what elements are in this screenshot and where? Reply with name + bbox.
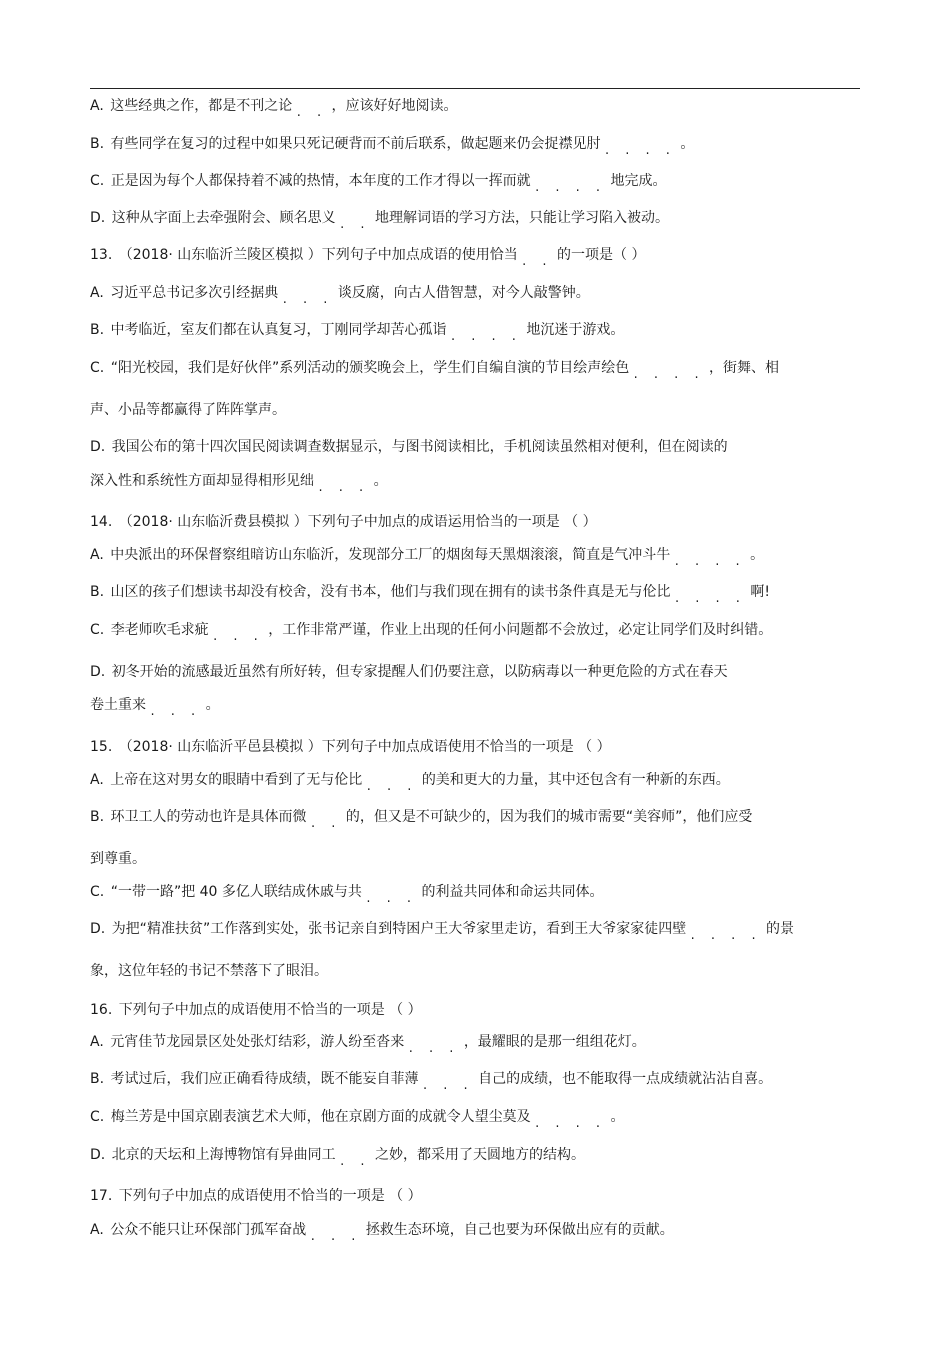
text-line: [90, 1220, 674, 1244]
text-line: [90, 245, 646, 269]
line-text: 元宵佳节龙园景区处处张灯结彩，游人纷至沓来: [110, 1034, 405, 1050]
text-line: [90, 208, 669, 232]
text-line: [90, 358, 780, 382]
text-line: [90, 662, 728, 682]
text-line: [90, 770, 730, 794]
line-text: 北京的天坛和上海博物馆有异曲同工: [111, 1147, 336, 1163]
text-line: [90, 283, 590, 307]
emphasis-dots: . . .: [282, 292, 334, 307]
line-text-after: 。: [610, 1109, 625, 1125]
line-text-after: 的景: [766, 921, 795, 937]
emphasis-dots: . . . .: [535, 1116, 607, 1131]
line-text: （2018· 山东临沂平邑县模拟 ）下列句子中加点成语使用不恰当的一项是 （ ）: [118, 739, 611, 755]
line-text: 卷土重来: [90, 697, 146, 713]
item-label: D.: [90, 664, 106, 680]
line-text-after: 谈反腐，向古人借智慧，对今人敲警钟。: [337, 285, 590, 301]
text-line: [90, 400, 286, 420]
item-label: A.: [90, 285, 104, 301]
item-label: 13.: [90, 247, 113, 263]
line-text-after: 自己的成绩，也不能取得一点成绩就沾沾自喜。: [478, 1071, 773, 1087]
text-line: [90, 882, 604, 906]
text-line: [90, 849, 146, 869]
item-label: B.: [90, 1071, 105, 1087]
emphasis-dots: . .: [296, 105, 328, 120]
line-text: 公众不能只让环保部门孤军奋战: [110, 1222, 307, 1238]
emphasis-dots: . . .: [366, 779, 418, 794]
line-text: 中考临近，室友们都在认真复习，丁刚同学却苦心孤诣: [110, 322, 447, 338]
line-text: 环卫工人的劳动也许是具体而微: [110, 809, 307, 825]
line-text: “一带一路”把 40 多亿人联结成休戚与共: [110, 884, 362, 900]
line-text: 这些经典之作，都是不刊之论: [110, 98, 293, 114]
text-line: [90, 96, 458, 120]
emphasis-dots: . . . .: [450, 329, 522, 344]
text-line: [90, 134, 695, 158]
line-text: 正是因为每个人都保持着不减的热情，本年度的工作才得以一挥而就: [110, 173, 531, 189]
text-line: [90, 545, 765, 569]
text-line: [90, 1032, 646, 1056]
item-label: 14.: [90, 514, 113, 530]
text-line: [90, 1145, 585, 1169]
text-line: [90, 1186, 422, 1206]
line-text-after: 的一项是（ ）: [557, 247, 646, 263]
header-rule: [90, 88, 860, 89]
text-line: [90, 695, 220, 719]
emphasis-dots: . . .: [150, 704, 202, 719]
line-text: 习近平总书记多次引经据典: [110, 285, 279, 301]
text-line: [90, 1107, 625, 1131]
line-text-after: 。: [373, 473, 388, 489]
line-text: 到尊重。: [90, 851, 146, 867]
item-label: C.: [90, 360, 105, 376]
line-text: 有些同学在复习的过程中如果只死记硬背而不前后联系，做起题来仍会捉襟见肘: [110, 136, 601, 152]
line-text-after: ，最耀眼的是那一组组花灯。: [463, 1034, 646, 1050]
line-text-after: ，工作非常严谨，作业上出现的任何小问题都不会放过，必定让同学们及时纠错。: [268, 622, 773, 638]
line-text: 山区的孩子们想读书却没有校舍，没有书本，他们与我们现在拥有的读书条件真是无与伦比: [110, 584, 671, 600]
item-label: A.: [90, 547, 104, 563]
line-text: 我国公布的第十四次国民阅读调查数据显示，与图书阅读相比，手机阅读虽然相对便利，但在阅读的: [111, 439, 728, 455]
item-label: B.: [90, 584, 105, 600]
item-label: 17.: [90, 1188, 113, 1204]
text-line: [90, 919, 795, 943]
line-text: 声、小品等都赢得了阵阵掌声。: [90, 402, 286, 418]
line-text-after: 的利益共同体和命运共同体。: [421, 884, 604, 900]
text-line: [90, 437, 728, 457]
text-line: [90, 961, 328, 981]
emphasis-dots: . . . .: [535, 180, 607, 195]
emphasis-dots: . . .: [366, 891, 418, 906]
text-line: [90, 171, 667, 195]
item-label: A.: [90, 1034, 104, 1050]
line-text: 这种从字面上去牵强附会、顾名思义: [111, 210, 336, 226]
item-label: C.: [90, 884, 105, 900]
line-text-after: 地沉迷于游戏。: [526, 322, 625, 338]
item-label: C.: [90, 1109, 105, 1125]
line-text-after: 啊!: [750, 584, 770, 600]
line-text-after: ，应该好好地阅读。: [331, 98, 458, 114]
line-text: 深入性和系统性方面却显得相形见绌: [90, 473, 314, 489]
line-text: 李老师吹毛求疵: [110, 622, 209, 638]
emphasis-dots: . . . .: [633, 367, 705, 382]
emphasis-dots: . . . .: [674, 591, 746, 606]
text-line: [90, 1000, 422, 1020]
text-line: [90, 582, 770, 606]
item-label: B.: [90, 322, 105, 338]
emphasis-dots: . .: [310, 816, 342, 831]
text-line: [90, 737, 611, 757]
emphasis-dots: . . .: [213, 629, 264, 644]
item-label: A.: [90, 98, 104, 114]
emphasis-dots: . . .: [422, 1078, 474, 1093]
line-text: 梅兰芳是中国京剧表演艺术大师，他在京剧方面的成就令人望尘莫及: [110, 1109, 531, 1125]
line-text-after: 。: [205, 697, 220, 713]
text-line: [90, 807, 753, 831]
text-line: [90, 471, 388, 495]
emphasis-dots: . . . .: [604, 143, 676, 158]
line-text: “阳光校园，我们是好伙伴”系列活动的颁奖晚会上，学生们自编自演的节目绘声绘色: [110, 360, 630, 376]
line-text-after: 。: [680, 136, 695, 152]
item-label: D.: [90, 210, 106, 226]
text-line: [90, 320, 625, 344]
line-text: 初冬开始的流感最近虽然有所好转，但专家提醒人们仍要注意，以防病毒以一种更危险的方式在春天: [111, 664, 728, 680]
item-label: 15.: [90, 739, 113, 755]
emphasis-dots: . .: [340, 1154, 371, 1169]
item-label: D.: [90, 921, 106, 937]
item-label: C.: [90, 173, 105, 189]
line-text: 考试过后，我们应正确看待成绩，既不能妄自菲薄: [110, 1071, 419, 1087]
item-label: 16.: [90, 1002, 113, 1018]
line-text-after: 的，但又是不可缺少的，因为我们的城市需要“美容师”，他们应受: [345, 809, 753, 825]
item-label: A.: [90, 1222, 104, 1238]
line-text: 下列句子中加点的成语使用不恰当的一项是 （ ）: [118, 1188, 422, 1204]
item-label: B.: [90, 136, 105, 152]
line-text-after: 的美和更大的力量，其中还包含有一种新的东西。: [421, 772, 730, 788]
line-text-after: ，街舞、相: [709, 360, 780, 376]
line-text: 下列句子中加点的成语使用不恰当的一项是 （ ）: [118, 1002, 422, 1018]
line-text-after: 。: [750, 547, 765, 563]
text-line: [90, 512, 597, 532]
item-label: A.: [90, 772, 104, 788]
line-text: 为把“精准扶贫”工作落到实处，张书记亲自到特困户王大爷家里走访，看到王大爷家家徒四壁: [111, 921, 687, 937]
text-line: [90, 1069, 773, 1093]
line-text: 中央派出的环保督察组暗访山东临沂，发现部分工厂的烟囱每天黑烟滚滚，简直是气冲斗牛: [110, 547, 671, 563]
emphasis-dots: . .: [522, 254, 553, 269]
emphasis-dots: . . . .: [690, 928, 762, 943]
emphasis-dots: . . . .: [674, 554, 746, 569]
line-text-after: 拯救生态环境，自己也要为环保做出应有的贡献。: [365, 1222, 674, 1238]
text-line: [90, 620, 773, 644]
line-text-after: 地理解词语的学习方法，只能让学习陷入被动。: [375, 210, 669, 226]
emphasis-dots: . . .: [408, 1041, 460, 1056]
emphasis-dots: . .: [340, 217, 371, 232]
item-label: D.: [90, 439, 106, 455]
line-text: 上帝在这对男女的眼睛中看到了无与伦比: [110, 772, 363, 788]
line-text-after: 地完成。: [610, 173, 667, 189]
item-label: D.: [90, 1147, 106, 1163]
emphasis-dots: . . .: [310, 1229, 362, 1244]
line-text: （2018· 山东临沂兰陵区模拟 ）下列句子中加点成语的使用恰当: [118, 247, 518, 263]
item-label: B.: [90, 809, 105, 825]
line-text: （2018· 山东临沂费县模拟 ）下列句子中加点的成语运用恰当的一项是 （ ）: [118, 514, 597, 530]
line-text: 象，这位年轻的书记不禁落下了眼泪。: [90, 963, 328, 979]
item-label: C.: [90, 622, 105, 638]
line-text-after: 之妙，都采用了天圆地方的结构。: [375, 1147, 585, 1163]
emphasis-dots: . . .: [318, 480, 370, 495]
